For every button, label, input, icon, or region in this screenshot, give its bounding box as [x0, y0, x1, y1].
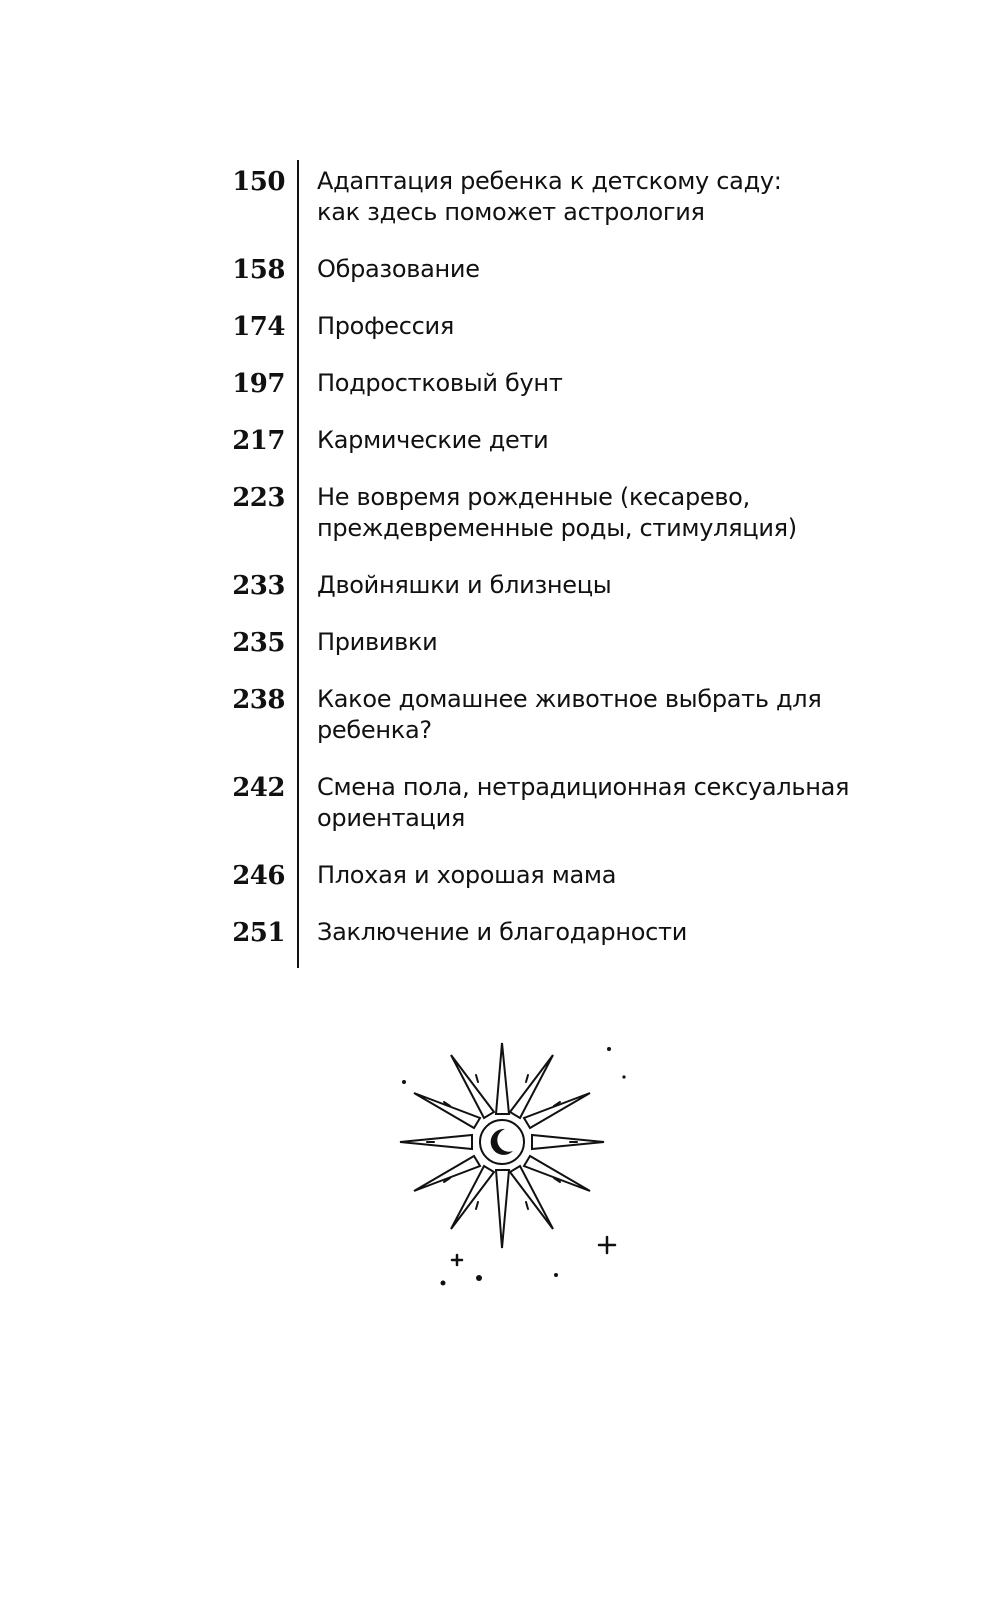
page-number: 233 [232, 571, 285, 601]
entry-title-line: как здесь поможет астрология [317, 198, 705, 226]
page-number: 197 [232, 369, 285, 399]
entry-title-line: Смена пола, нетрадиционная сексуальная [317, 773, 850, 801]
table-of-contents [230, 160, 910, 968]
toc-entry[interactable] [230, 476, 910, 564]
page-number: 174 [232, 312, 285, 342]
entry-title-line: Образование [317, 255, 480, 283]
entry-title [297, 678, 910, 766]
entry-title [297, 160, 910, 248]
page-number: 217 [232, 426, 285, 456]
entry-title-line: Адаптация ребенка к детскому саду: [317, 167, 782, 195]
entry-title-line: Профессия [317, 312, 454, 340]
toc-entry[interactable] [230, 419, 910, 476]
toc-entry[interactable] [230, 766, 910, 854]
star-moon-icon [380, 1030, 630, 1290]
toc-entry[interactable] [230, 564, 910, 621]
entry-title [297, 476, 910, 564]
page-number: 242 [232, 773, 285, 803]
entry-title-line: ребенка? [317, 716, 432, 744]
page-number: 150 [232, 167, 285, 197]
page-number: 235 [232, 628, 285, 658]
entry-title-line: Кармические дети [317, 426, 549, 454]
page-number: 238 [232, 685, 285, 715]
toc-entry[interactable] [230, 362, 910, 419]
entry-title [297, 305, 910, 362]
entry-title-line: Прививки [317, 628, 438, 656]
entry-title [297, 362, 910, 419]
toc-entry[interactable] [230, 248, 910, 305]
entry-title-line: Какое домашнее животное выбрать для [317, 685, 822, 713]
entry-title-line: Не вовремя рожденные (кесарево, [317, 483, 750, 511]
toc-entry[interactable] [230, 678, 910, 766]
entry-title-line: Плохая и хорошая мама [317, 861, 617, 889]
page-number: 158 [232, 255, 285, 285]
entry-title-line: Двойняшки и близнецы [317, 571, 612, 599]
entry-title [297, 854, 910, 911]
entry-title-line: ориентация [317, 804, 466, 832]
entry-title-line: преждевременные роды, стимуляция) [317, 514, 797, 542]
entry-title-line: Заключение и благодарности [317, 918, 688, 946]
entry-title [297, 564, 910, 621]
toc-entry[interactable] [230, 911, 910, 968]
toc-entry[interactable] [230, 305, 910, 362]
entry-title [297, 248, 910, 305]
entry-title [297, 911, 910, 968]
entry-title [297, 766, 910, 854]
page-number: 246 [232, 861, 285, 891]
toc-entry[interactable] [230, 621, 910, 678]
entry-title [297, 419, 910, 476]
entry-title [297, 621, 910, 678]
toc-entry[interactable] [230, 160, 910, 248]
toc-entry[interactable] [230, 854, 910, 911]
page-number: 223 [232, 483, 285, 513]
page-number: 251 [232, 918, 285, 948]
entry-title-line: Подростковый бунт [317, 369, 563, 397]
